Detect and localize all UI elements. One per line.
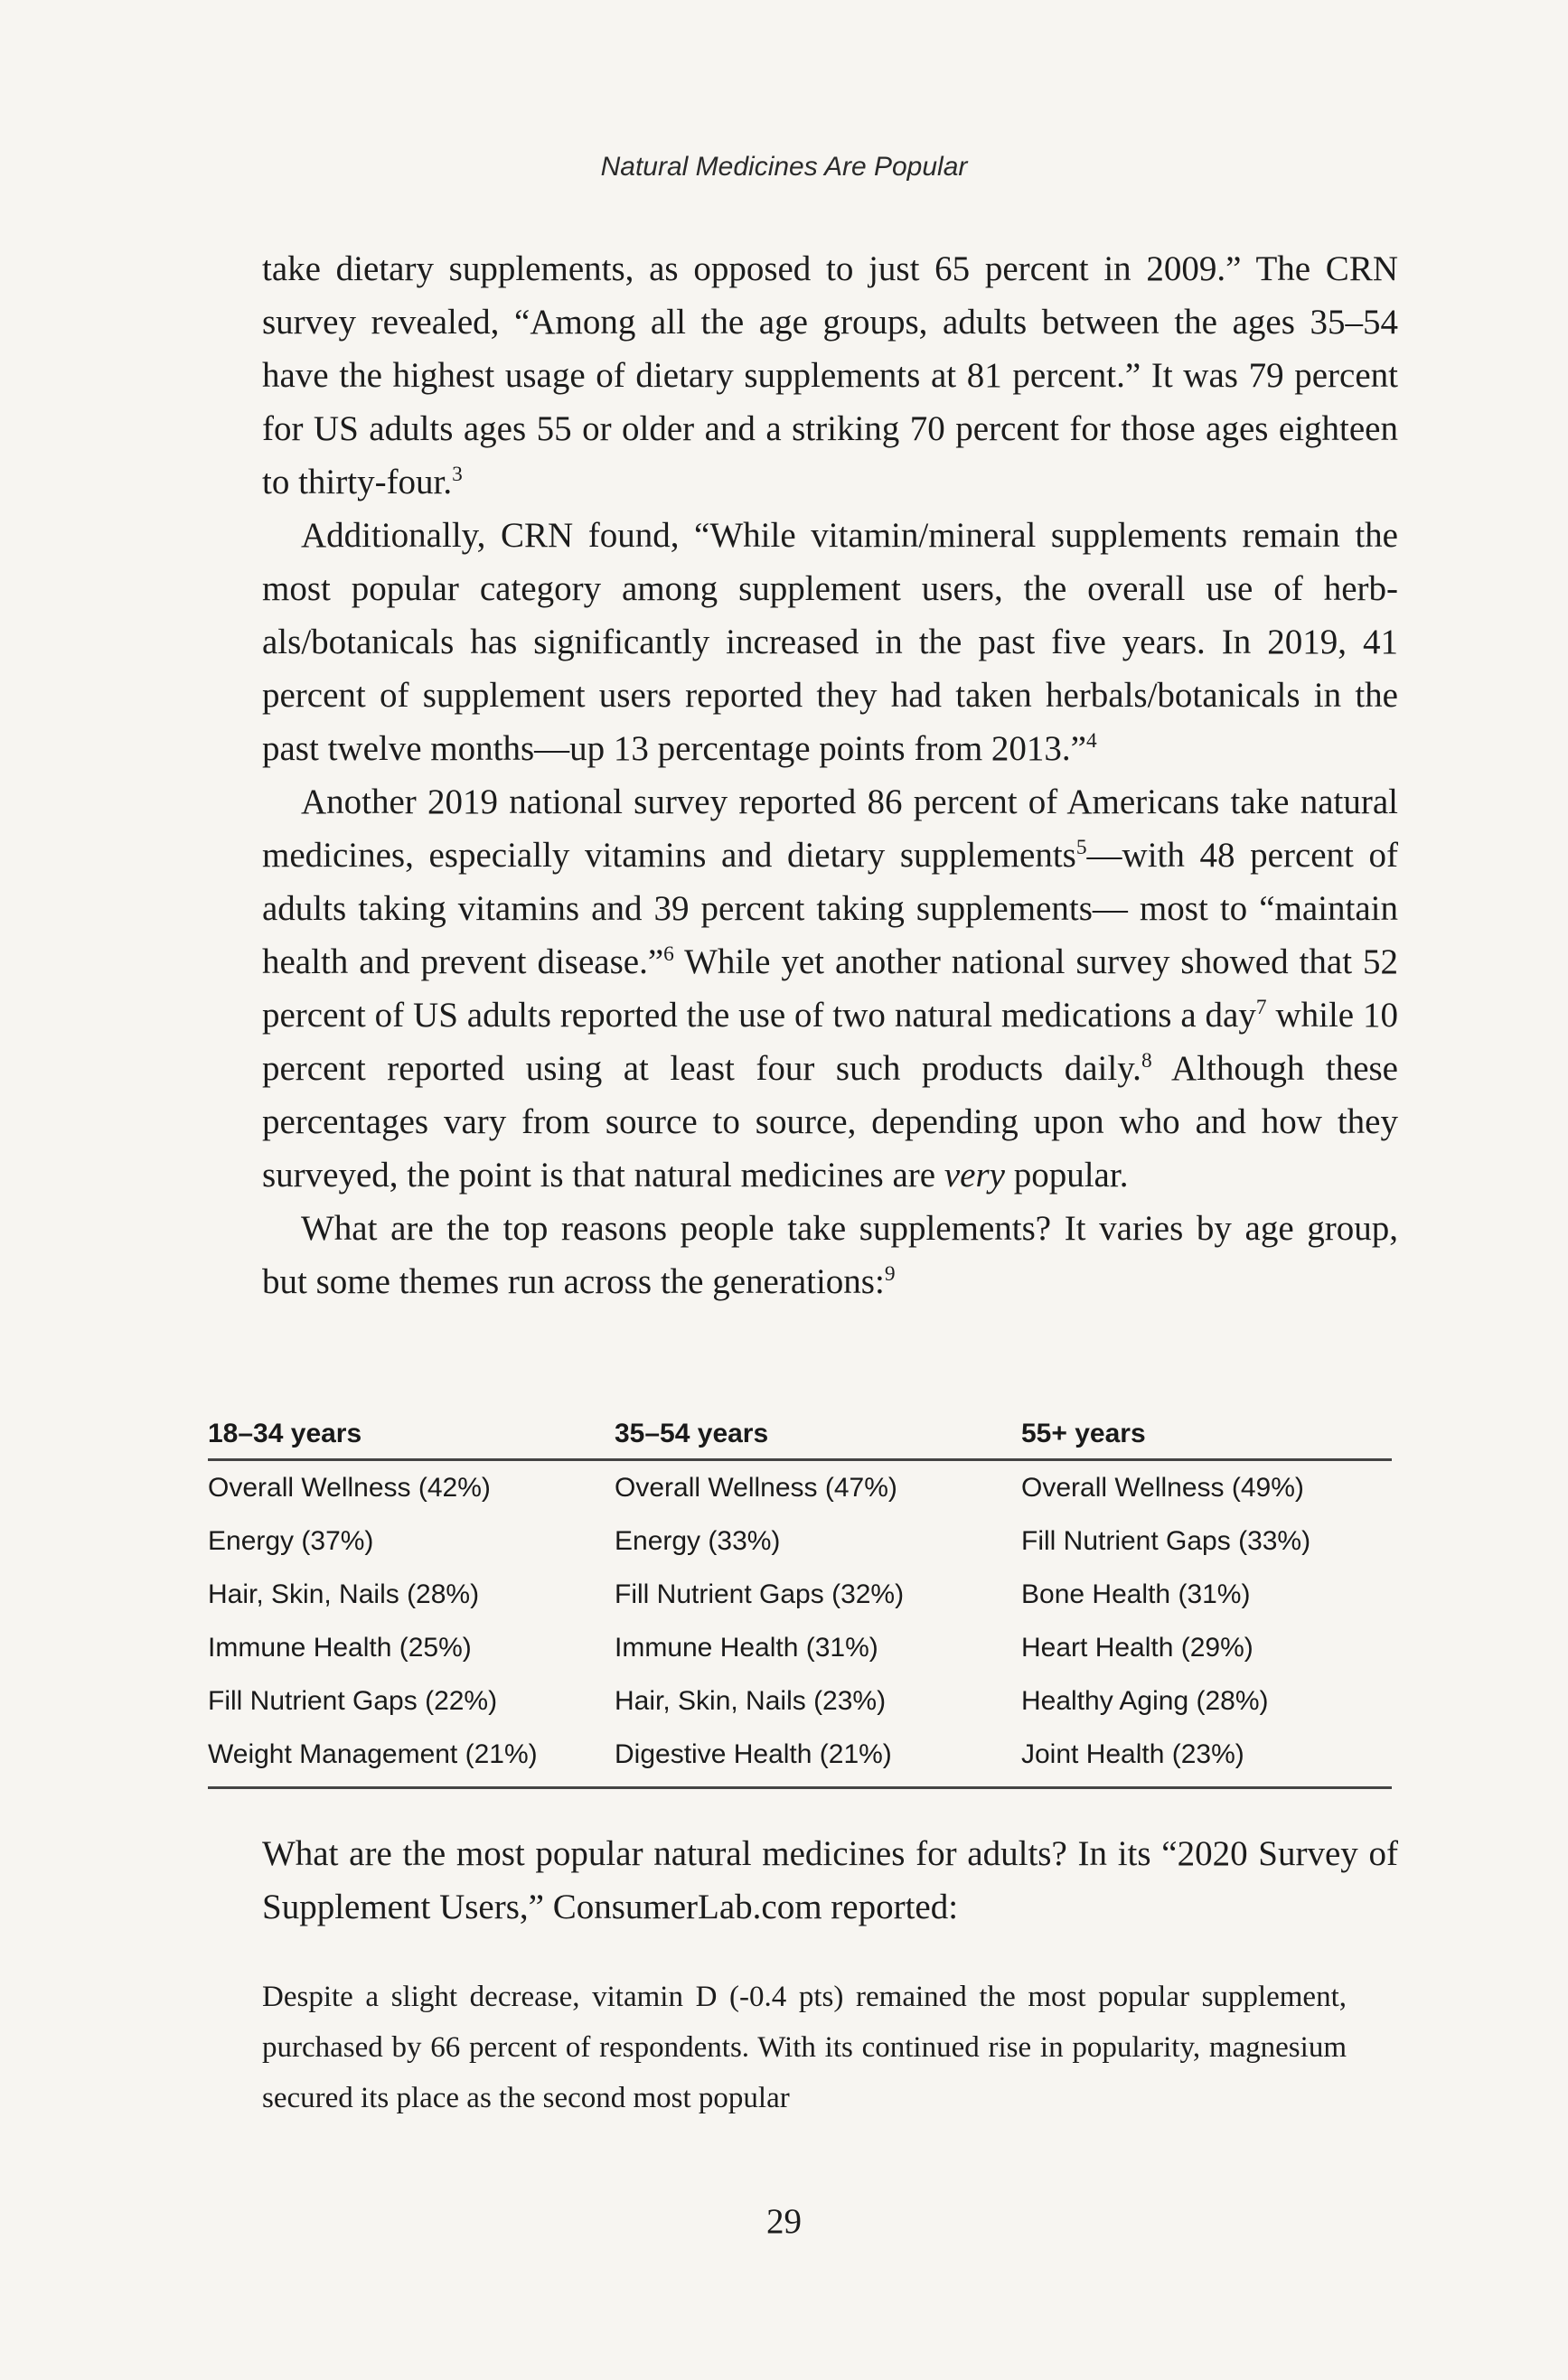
- table-row: [208, 1461, 1392, 1514]
- body-text: [262, 242, 1398, 1308]
- table-cell: Immune Health (25%): [208, 1632, 472, 1663]
- column-header: 18–34 years: [208, 1419, 362, 1448]
- supplement-reasons-table: [208, 1410, 1392, 1789]
- table-cell: Heart Health (29%): [1021, 1632, 1253, 1663]
- table-cell: Fill Nutrient Gaps (33%): [1021, 1525, 1311, 1556]
- table-cell: Hair, Skin, Nails (28%): [208, 1579, 480, 1609]
- emphasis: very: [944, 1156, 1005, 1195]
- paragraph-2-text: Additionally, CRN found, “While vitamin/mineral supplements remain the most popular category among supplement users, the overall use of herbals/botanicals has significantly increased in the past five years. In 2019, 41 percent of supplement users reported they had taken herbals/botanicals in the past twelve months—up 13 percentage points from 2013.”: [262, 516, 1398, 768]
- paragraph-4: [262, 1202, 1398, 1308]
- footnote-ref: 4: [1085, 729, 1097, 753]
- table-cell: Digestive Health (21%): [615, 1738, 892, 1769]
- paragraph-1: [262, 242, 1398, 509]
- column-header: 35–54 years: [615, 1419, 769, 1448]
- table-cell: Overall Wellness (47%): [615, 1472, 897, 1503]
- table-cell: Overall Wellness (49%): [1021, 1472, 1304, 1503]
- paragraph-3-text: popular.: [1004, 1156, 1129, 1195]
- table-cell: Fill Nutrient Gaps (32%): [615, 1579, 905, 1609]
- paragraph-3-text: —with 48 percent of adults taking vitamins and 39 percent taking supplements— most to “maintain health and prevent disease.”: [262, 836, 1399, 981]
- table-cell: Hair, Skin, Nails (23%): [615, 1685, 887, 1716]
- body-text-continued: [262, 1827, 1398, 1934]
- paragraph-3-text: Another 2019 national survey reported 86 percent of Americans take natural medicines, especially vitamins and dietary supplements: [262, 782, 1398, 875]
- table-row: [208, 1568, 1392, 1621]
- paragraph-3: [262, 775, 1398, 1202]
- paragraph-3-text: while 10 percent reported using at least four such products daily.: [262, 996, 1398, 1088]
- footnote-ref: 5: [1075, 836, 1087, 859]
- table-cell: Fill Nutrient Gaps (22%): [208, 1685, 498, 1716]
- paragraph-3-text: While yet another national survey showed that 52 percent of US adults reported the use of two natural medications a day: [262, 942, 1398, 1035]
- block-quote: [262, 1972, 1347, 2123]
- quote-text: Despite a slight decrease, vitamin D (-0.4 pts) remained the most popular supplement, purchased by 66 percent of respondents. With its continued rise in popularity, magnesium secured its place as the second most popular: [262, 1981, 1347, 2114]
- table-row: [208, 1728, 1392, 1781]
- table-cell: Energy (37%): [208, 1525, 374, 1556]
- table-row: [208, 1674, 1392, 1728]
- paragraph-2: [262, 509, 1398, 775]
- footnote-ref: 7: [1255, 996, 1267, 1019]
- table-header: [208, 1410, 1392, 1461]
- table-cell: Weight Management (21%): [208, 1738, 538, 1769]
- table-cell: Bone Health (31%): [1021, 1579, 1251, 1609]
- table-cell: Joint Health (23%): [1021, 1738, 1244, 1769]
- paragraph-5: What are the most popular natural medicines for adults? In its “2020 Survey of Supplement Users,” ConsumerLab.com reported:: [262, 1834, 1398, 1926]
- running-head: Natural Medicines Are Popular: [600, 152, 968, 182]
- table-cell: Energy (33%): [615, 1525, 781, 1556]
- table-row: [208, 1514, 1392, 1568]
- paragraph-1-text: take dietary supplements, as opposed to just 65 percent in 2009.” The CRN survey revealed, “Among all the age groups, adults between the ages 35–54 have the highest usage of dietary supplements at 81 percent.” It was 79 percent for US adults ages 55 or older and a striking 70 percent for those ages eighteen to thirty-four.: [262, 249, 1398, 501]
- page-number: 29: [766, 2202, 802, 2241]
- table-bottom-rule: [208, 1786, 1392, 1789]
- footnote-ref: 6: [663, 942, 674, 966]
- column-header: 55+ years: [1021, 1419, 1146, 1448]
- footnote-ref: 9: [884, 1262, 896, 1286]
- table-cell: Immune Health (31%): [615, 1632, 878, 1663]
- table-cell: Overall Wellness (42%): [208, 1472, 491, 1503]
- table-cell: Healthy Aging (28%): [1021, 1685, 1269, 1716]
- footnote-ref: 3: [452, 463, 463, 486]
- footnote-ref: 8: [1141, 1049, 1152, 1073]
- table-row: [208, 1621, 1392, 1674]
- paragraph-3-text: Although these percentages vary from source to source, depending upon who and how they surveyed, the point is that natural medicines are: [262, 1049, 1398, 1195]
- paragraph-4-text: What are the top reasons people take supplements? It varies by age group, but some themes run across the generations:: [262, 1209, 1398, 1301]
